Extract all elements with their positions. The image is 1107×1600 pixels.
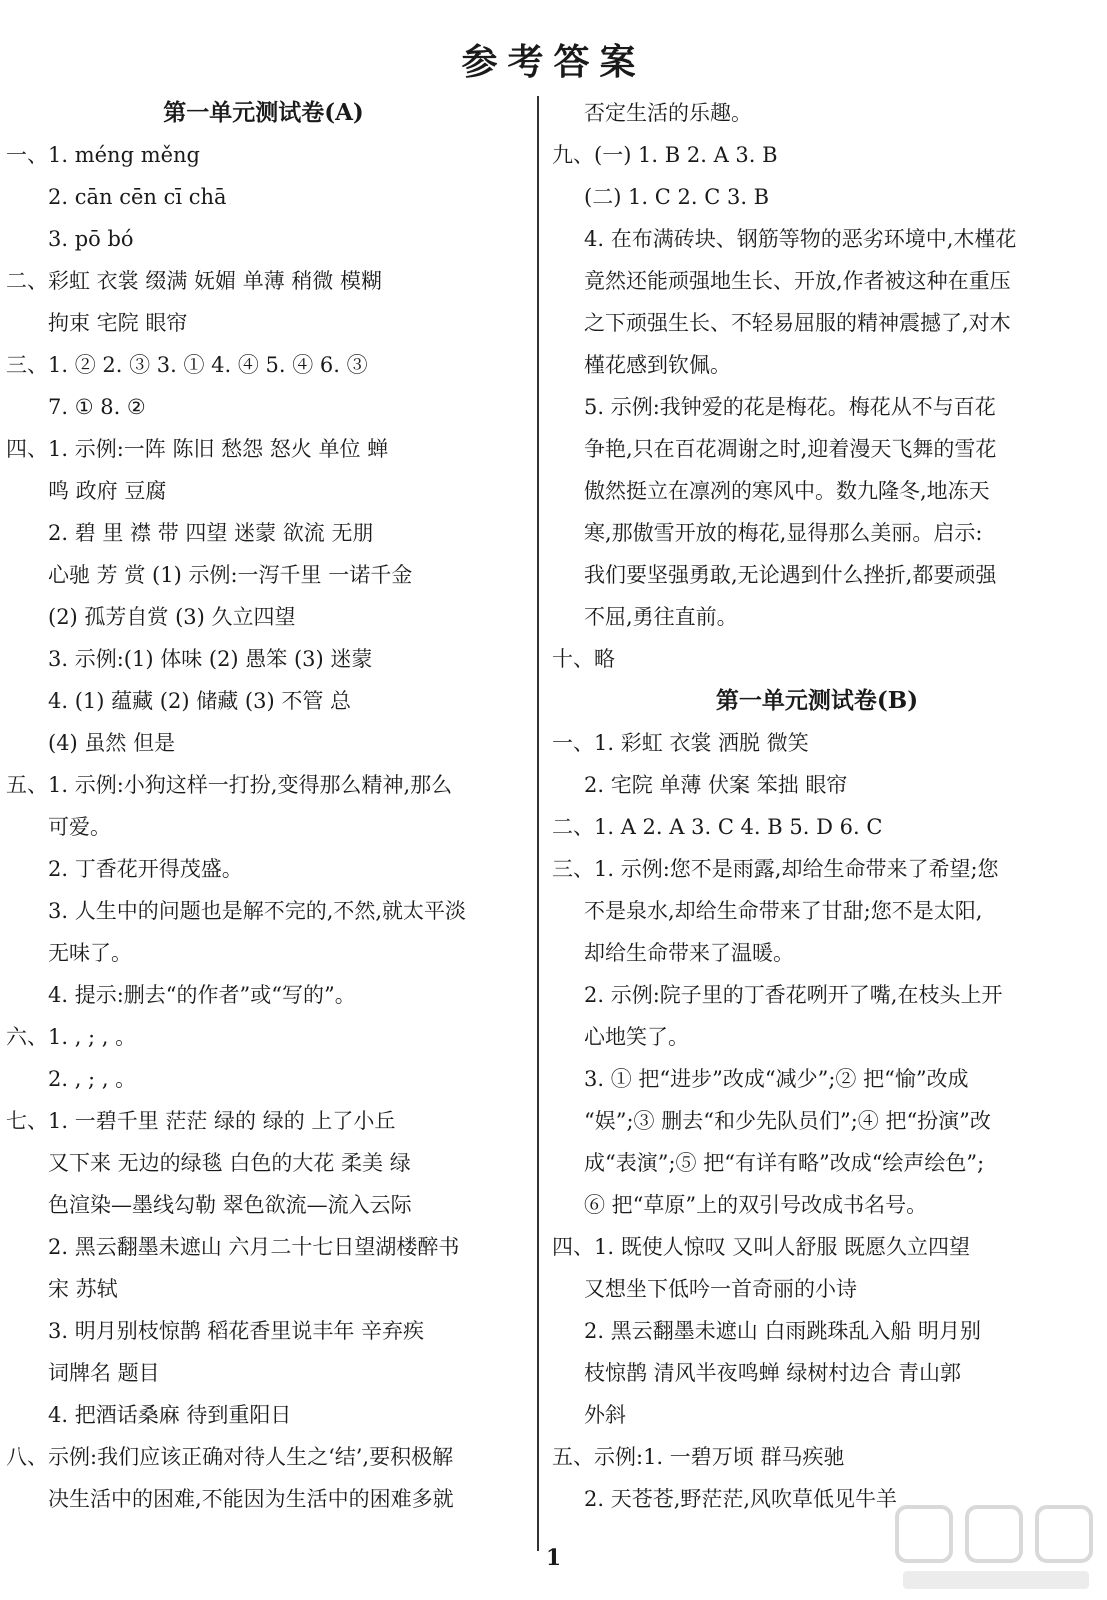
answer-line: 一、1. méng měng — [6, 143, 201, 167]
answer-line: 决生活中的困难,不能因为生活中的困难多就 — [48, 1487, 454, 1511]
answer-line: 4. 把酒话桑麻 待到重阳日 — [48, 1403, 292, 1427]
page-number: 1 — [545, 1545, 562, 1571]
answer-line: 十、略 — [552, 647, 615, 671]
answer-line: 三、1. ② 2. ③ 3. ① 4. ④ 5. ④ 6. ③ — [6, 353, 368, 377]
answer-line: 槿花感到钦佩。 — [584, 353, 731, 377]
right-column — [552, 92, 1082, 1520]
answer-line: 傲然挺立在凛冽的寒风中。数九隆冬,地冻天 — [584, 479, 990, 503]
answer-line: 4. 在布满砖块、钢筋等物的恶劣环境中,木槿花 — [584, 227, 1017, 251]
answer-line: 争艳,只在百花凋谢之时,迎着漫天飞舞的雪花 — [584, 437, 997, 461]
answer-line: 4. 提示:删去“的作者”或“写的”。 — [48, 983, 356, 1007]
answer-line: ⑥ 把“草原”上的双引号改成书名号。 — [584, 1193, 928, 1217]
answer-line: 心地笑了。 — [584, 1025, 689, 1049]
answer-line: 4. (1) 蕴藏 (2) 储藏 (3) 不管 总 — [48, 689, 352, 713]
answer-line: 3. 人生中的问题也是解不完的,不然,就太平淡 — [48, 899, 467, 923]
answer-line: 无味了。 — [48, 941, 132, 965]
answer-line: 二、彩虹 衣裳 缀满 妩媚 单薄 稍微 模糊 — [6, 269, 383, 293]
answer-line: 2. 丁香花开得茂盛。 — [48, 857, 243, 881]
answer-line: 却给生命带来了温暖。 — [584, 941, 794, 965]
answer-line: 2. 天苍苍,野茫茫,风吹草低见牛羊 — [584, 1487, 898, 1511]
answer-line: 四、1. 示例:一阵 陈旧 愁怨 怒火 单位 蝉 — [6, 437, 389, 461]
answer-line: 3. pō bó — [48, 227, 134, 251]
answer-line: 二、1. A 2. A 3. C 4. B 5. D 6. C — [552, 815, 883, 839]
answer-line: 词牌名 题目 — [48, 1361, 160, 1385]
answer-line: 六、1. , ; , 。 — [6, 1025, 137, 1049]
answer-line: (2) 孤芳自赏 (3) 久立四望 — [48, 605, 296, 629]
answer-line: 3. 明月别枝惊鹊 稻花香里说丰年 辛弃疾 — [48, 1319, 425, 1343]
answer-line: 成“表演”;⑤ 把“有详有略”改成“绘声绘色”; — [584, 1151, 985, 1175]
answer-line: 三、1. 示例:您不是雨露,却给生命带来了希望;您 — [552, 857, 999, 881]
answer-line: 3. ① 把“进步”改成“减少”;② 把“愉”改成 — [584, 1067, 969, 1091]
answer-line: (4) 虽然 但是 — [48, 731, 176, 755]
watermark-logo-icon — [891, 1501, 1101, 1596]
answer-line: 2. 黑云翻墨未遮山 白雨跳珠乱入船 明月别 — [584, 1319, 982, 1343]
answer-line: 我们要坚强勇敢,无论遇到什么挫折,都要顽强 — [584, 563, 997, 587]
answer-line: 否定生活的乐趣。 — [584, 101, 752, 125]
answer-line: 3. 示例:(1) 体味 (2) 愚笨 (3) 迷蒙 — [48, 647, 373, 671]
answer-line: 之下顽强生长、不轻易屈服的精神震撼了,对木 — [584, 311, 1011, 335]
answer-line: 2. , ; , 。 — [48, 1067, 137, 1091]
answer-line: 鸣 政府 豆腐 — [48, 479, 167, 503]
answer-line: 一、1. 彩虹 衣裳 洒脱 微笑 — [552, 731, 809, 755]
answer-line: 竟然还能顽强地生长、开放,作者被这种在重压 — [584, 269, 1011, 293]
answer-line: 外斜 — [584, 1403, 626, 1427]
answer-line: 八、示例:我们应该正确对待人生之‘结’,要积极解 — [6, 1445, 454, 1469]
answer-line: 寒,那傲雪开放的梅花,显得那么美丽。启示: — [584, 521, 983, 545]
section-heading: 第一单元测试卷(B) — [715, 687, 919, 714]
section-heading: 第一单元测试卷(A) — [163, 99, 364, 126]
answer-line: 五、示例:1. 一碧万顷 群马疾驰 — [552, 1445, 845, 1469]
answer-line: 宋 苏轼 — [48, 1277, 118, 1301]
answer-line: 不是泉水,却给生命带来了甘甜;您不是太阳, — [584, 899, 983, 923]
answer-line: 又想坐下低吟一首奇丽的小诗 — [584, 1277, 857, 1301]
answer-line: “娱”;③ 删去“和少先队员们”;④ 把“扮演”改 — [584, 1109, 991, 1133]
answer-line: 5. 示例:我钟爱的花是梅花。梅花从不与百花 — [584, 395, 996, 419]
answer-line: 2. 碧 里 襟 带 四望 迷蒙 欲流 无朋 — [48, 521, 374, 545]
answer-line: 可爱。 — [48, 815, 111, 839]
answer-line: (二) 1. C 2. C 3. B — [584, 185, 770, 209]
answer-line: 2. 黑云翻墨未遮山 六月二十七日望湖楼醉书 — [48, 1235, 460, 1259]
answer-line: 五、1. 示例:小狗这样一打扮,变得那么精神,那么 — [6, 773, 453, 797]
answer-line: 拘束 宅院 眼帘 — [48, 311, 188, 335]
column-divider — [537, 96, 539, 1551]
answer-line: 又下来 无边的绿毯 白色的大花 柔美 绿 — [48, 1151, 411, 1175]
answer-line: 2. 示例:院子里的丁香花咧开了嘴,在枝头上开 — [584, 983, 1003, 1007]
answer-line: 四、1. 既使人惊叹 又叫人舒服 既愿久立四望 — [552, 1235, 971, 1259]
answer-line: 七、1. 一碧千里 茫茫 绿的 绿的 上了小丘 — [6, 1109, 396, 1133]
page-title: 参考答案 — [461, 41, 646, 83]
answer-line: 7. ① 8. ② — [48, 395, 146, 419]
answer-line: 九、(一) 1. B 2. A 3. B — [552, 143, 778, 167]
answer-line: 2. 宅院 单薄 伏案 笨拙 眼帘 — [584, 773, 848, 797]
answer-line: 2. cān cēn cī chā — [48, 185, 227, 209]
answer-line: 不屈,勇往直前。 — [584, 605, 738, 629]
answer-line: 色渲染—墨线勾勒 翠色欲流—流入云际 — [48, 1193, 412, 1217]
answer-line: 心驰 芳 赏 (1) 示例:一泻千里 一诺千金 — [48, 563, 413, 587]
left-column — [6, 92, 521, 1520]
answer-line: 枝惊鹊 清风半夜鸣蝉 绿树村边合 青山郭 — [584, 1361, 962, 1385]
